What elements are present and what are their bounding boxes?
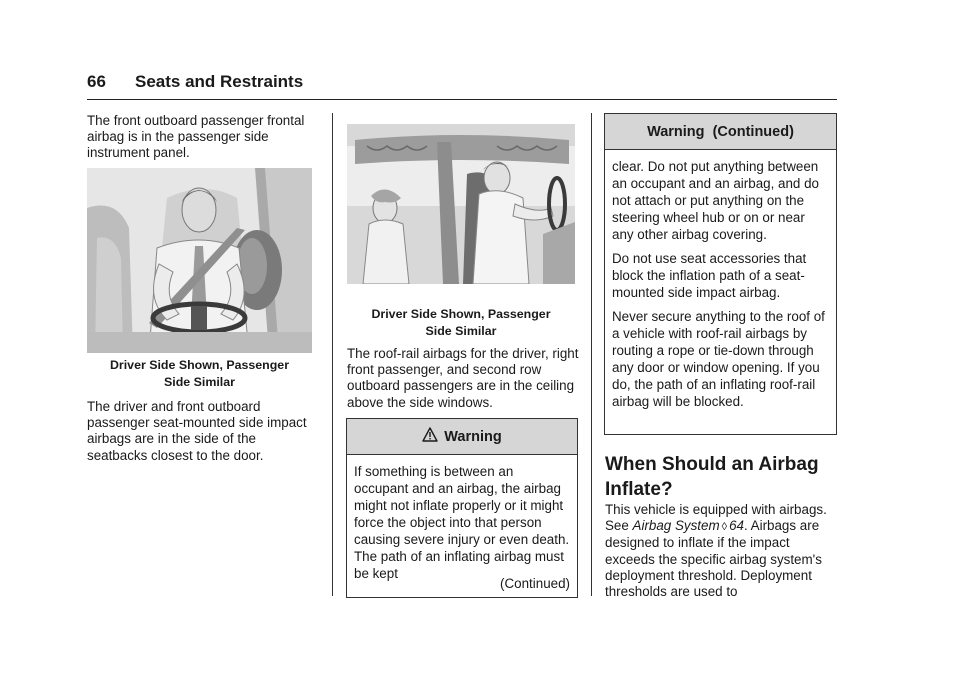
warning-para-3: Never secure anything to the roof of a vehicle with roof-rail airbags by routing a rope or tie-down through any door or window opening. If you do, the path of an inflating roof-rail airbag will be blocked. (612, 309, 825, 409)
continued-label: (Continued) (500, 576, 570, 591)
page-header (87, 72, 837, 102)
para-text-b: . Airbags are designed to inflate if the impact exceeds the specific airbag system's deployment threshold. Deployment thresholds are used to (605, 518, 822, 600)
page-number: 66 (87, 72, 106, 91)
col2-figure-caption (347, 306, 575, 339)
reference-page-number: 64 (729, 518, 744, 534)
caption-line-2: Side Similar (425, 323, 497, 338)
caption-line-2: Side Similar (164, 374, 235, 389)
roof-rail-airbag-illustration (347, 124, 575, 284)
warning-para-2: Do not use seat accessories that block the inflation path of a seat-mounted side impact airbag. (612, 251, 807, 300)
column-divider-2 (591, 113, 592, 596)
heading-line-1: When Should an Airbag (605, 454, 819, 475)
warning-title: Warning (444, 428, 502, 445)
para-text-a: This vehicle is equipped with airbags. See (605, 502, 827, 534)
page-reference-icon: ◊ (721, 521, 728, 534)
col3-deployment-paragraph (605, 502, 840, 600)
col1-figure-caption (87, 357, 312, 390)
warning-text: If something is between an occupant and an airbag, the airbag might not inflate properly or it might force the object into that person causing severe injury or even death. The path of an inflating airbag must be kept (354, 464, 570, 581)
warning-continued-body (605, 150, 836, 410)
airbag-system-link[interactable]: Airbag System (632, 518, 720, 534)
section-heading (605, 452, 840, 502)
warning-continued-box (604, 113, 837, 435)
col1-side-airbag-paragraph: The driver and front outboard passenger seat-mounted side impact airbags are in the side of the seatbacks closest to the door. (87, 399, 307, 463)
section-title: Seats and Restraints (135, 72, 304, 91)
warning-body (347, 455, 577, 582)
header-rule (87, 99, 837, 100)
column-divider-1 (332, 113, 333, 596)
warning-triangle-icon (422, 427, 438, 446)
caption-line-1: Driver Side Shown, Passenger (371, 307, 551, 321)
warning-continued-header: Warning (Continued) (605, 114, 836, 150)
warning-box (346, 418, 578, 598)
warning-para-1: clear. Do not put anything between an occupant and an airbag, and do not attach or put anything on the steering wheel hub or on or near any other airbag covering. (612, 159, 819, 242)
col1-intro-paragraph: The front outboard passenger frontal airbag is in the passenger side instrument panel. (87, 113, 305, 161)
driver-seat-illustration (87, 168, 312, 353)
caption-line-1: Driver Side Shown, Passenger (109, 358, 290, 372)
col2-roof-rail-paragraph: The roof-rail airbags for the driver, right front passenger, and second row outboard passengers are in the ceiling above the side windows. (347, 346, 579, 410)
heading-line-2: Inflate? (605, 479, 673, 500)
warning-header (347, 419, 577, 455)
